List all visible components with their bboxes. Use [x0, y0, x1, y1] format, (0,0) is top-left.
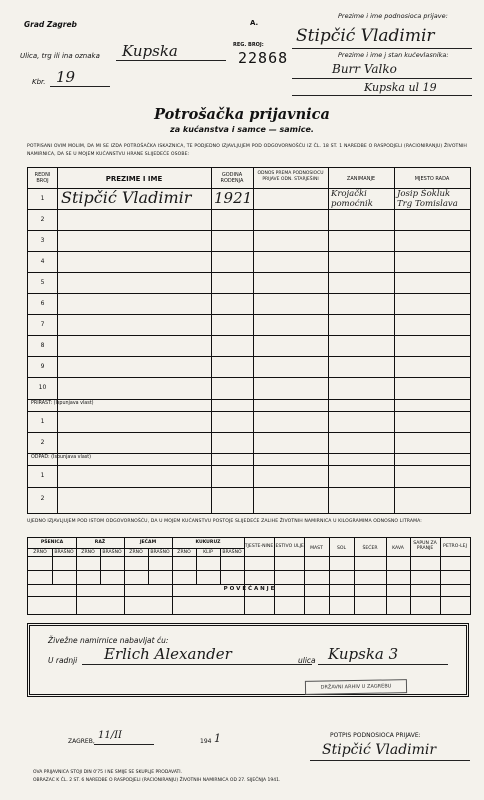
person-birth-year: 1921 [214, 189, 253, 207]
col-oil: JESTIVO ULJE [274, 544, 304, 549]
place-label: ZAGREB, [68, 738, 95, 745]
shop-name-field [82, 645, 312, 665]
row-number: 3 [40, 237, 45, 244]
increase-label: P O V E Ć A N J E [223, 586, 275, 592]
col-petroleum: PETRO-LEJ [443, 544, 467, 549]
year-prefix: 194 [200, 738, 212, 745]
odpad-row-number: 2 [40, 495, 45, 502]
row-number: 7 [40, 321, 45, 328]
sub-grain: ZRNO [129, 550, 143, 555]
persons-table [27, 167, 471, 514]
row-number: 10 [38, 384, 47, 391]
odpad-row-number: 1 [40, 472, 45, 479]
col-salt: SOL [336, 546, 347, 551]
stock-intro: UJEDNO IZJAVLJUJEM POD ISTOM ODGOVORNOŠĆU, DA U MOJEM KUĆANSTVU POSTOJE SLIJEDEĆE ZALIHE ŽIVOTNIH NAMIRNICA U KILOGRAMIMA ODNOSNO LITRAMA: [27, 519, 422, 524]
year-value: 1 [214, 732, 221, 745]
owner-address: Kupska ul 19 [364, 81, 437, 94]
prirast-row-number: 1 [40, 418, 45, 425]
street-value: Kupska [122, 42, 178, 60]
reg-label: REG. BROJ: [233, 42, 264, 48]
shop-street: Kupska 3 [328, 645, 399, 663]
shop-name: Erlich Alexander [104, 645, 232, 663]
row-number: 4 [40, 258, 45, 265]
owner-value: Burr Valko [332, 62, 397, 76]
col-soap: SAPUN ZA PRANJE [413, 541, 437, 551]
kbr-label: Kbr. [32, 78, 46, 86]
intro-text: POTPISANI OVIM MOLIM, DA MI SE IZDA POTROŠAČKA ISKAZNICA, TE PODJEDNO IZJAVLJUJEM POD ODGOVORNOŠĆU IZ ČL. 18 ST. 1 NAREDBE O RASPODJELI (RACIONIRANJU) ŽIVOTNIH NAMIRNICA, DA SE U MOJEM KUĆANSTVU HRANE SLIJEDEĆE OSOBE: [27, 144, 467, 157]
reg-number: 22868 [238, 49, 289, 67]
sub-grain: ZRNO [81, 550, 95, 555]
signature-field [310, 742, 470, 761]
sub-flour: BRAŠNO [150, 550, 170, 555]
header-workplace: MJESTO RADA [414, 176, 450, 182]
series-label: A. [250, 19, 259, 27]
stock-group-wheat: PŠENICA [40, 540, 64, 545]
shop-in-label: U radnji [48, 656, 78, 665]
applicant-label: Prezime i ime podnosioca prijave: [338, 12, 448, 20]
applicant-field [292, 26, 472, 49]
prirast-row-number: 2 [40, 439, 45, 446]
sub-grain: ZRNO [177, 550, 191, 555]
regulation-note: OBRAZAC K ČL. 2 ST. 6 NAREDBE O RASPODJELI (RACIONIRANJU) ŽIVOTNIH NAMIRNICA OD 27. SIJEČNJA 1941. [33, 778, 281, 783]
sub-flour: BRAŠNO [54, 550, 74, 555]
owner-address-field [292, 80, 472, 96]
sub-flour: BRAŠNO [102, 550, 122, 555]
kbr-field [50, 68, 110, 87]
col-sugar: ŠEĆER [362, 546, 378, 551]
form-subtitle: za kućanstva i samce — samice. [170, 125, 314, 134]
stock-table [27, 537, 471, 615]
header-relation: ODNOS PREMA PODNOSIOCU PRIJAVE ODN. STARJEŠINI [257, 171, 324, 182]
applicant-value: Stipčić Vladimir [296, 26, 435, 46]
prirast-label: PRIRAST: (Ispunjava vlast) [31, 401, 94, 406]
shop-street-field [318, 645, 448, 665]
sub-grain: ZRNO [33, 550, 47, 555]
odpad-label: ODPAD: (Ispunjava vlast) [31, 455, 92, 460]
city-label: Grad Zagreb [24, 20, 77, 29]
col-coffee: KAVA [392, 546, 404, 551]
shop-street-label: ulica [298, 656, 316, 665]
date-value: 11/II [98, 730, 122, 741]
shop-label: Živežne namirnice nabavljat ću: [48, 636, 169, 645]
street-field [116, 42, 226, 61]
stock-group-rye: RAŽ [94, 540, 106, 545]
row-number: 1 [40, 195, 45, 202]
sub-cob: KLIP [203, 550, 213, 555]
signature-label: POTPIS PODNOSIOCA PRIJAVE: [330, 732, 421, 739]
person-workplace: Josip Šokluk Trg Tomislava [397, 189, 458, 209]
stock-group-barley: JEČAM [139, 540, 157, 545]
archive-stamp: DRŽAVNI ARHIV U ZAGREBU [305, 679, 407, 695]
row-number: 5 [40, 279, 45, 286]
header-year: GODINA RODENJA [220, 172, 244, 184]
col-pasta: TJESTE-NINE [244, 544, 274, 549]
street-label: Ulica, trg ili ina oznaka [20, 52, 100, 60]
row-number: 2 [40, 216, 45, 223]
owner-field [292, 61, 472, 79]
date-field [94, 730, 154, 745]
header-name: PREZIME I IME [105, 175, 163, 183]
stock-group-corn: KUKURUZ [195, 540, 221, 545]
kbr-value: 19 [56, 68, 76, 86]
header-no: REDNI BROJ [34, 172, 51, 184]
sub-flour: BRAŠNO [222, 550, 242, 555]
row-number: 9 [40, 363, 45, 370]
row-number: 8 [40, 342, 45, 349]
col-lard: MAST [310, 546, 323, 551]
person-name: Stipčić Vladimir [61, 188, 192, 207]
signature-value: Stipčić Vladimir [322, 742, 437, 758]
person-occupation: Krojački pomoćnik [331, 189, 373, 209]
header-occupation: ZANIMANJE [346, 176, 376, 182]
price-note: OVA PRIJAVNICA STOJI DIN 0'75 I NE SMIJE SE SKUPLJE PRODAVATI. [33, 770, 183, 775]
owner-label: Prezime i ime j stan kućevlasnika: [338, 51, 449, 59]
row-number: 6 [40, 300, 45, 307]
form-title: Potrošačka prijavnica [154, 106, 330, 123]
